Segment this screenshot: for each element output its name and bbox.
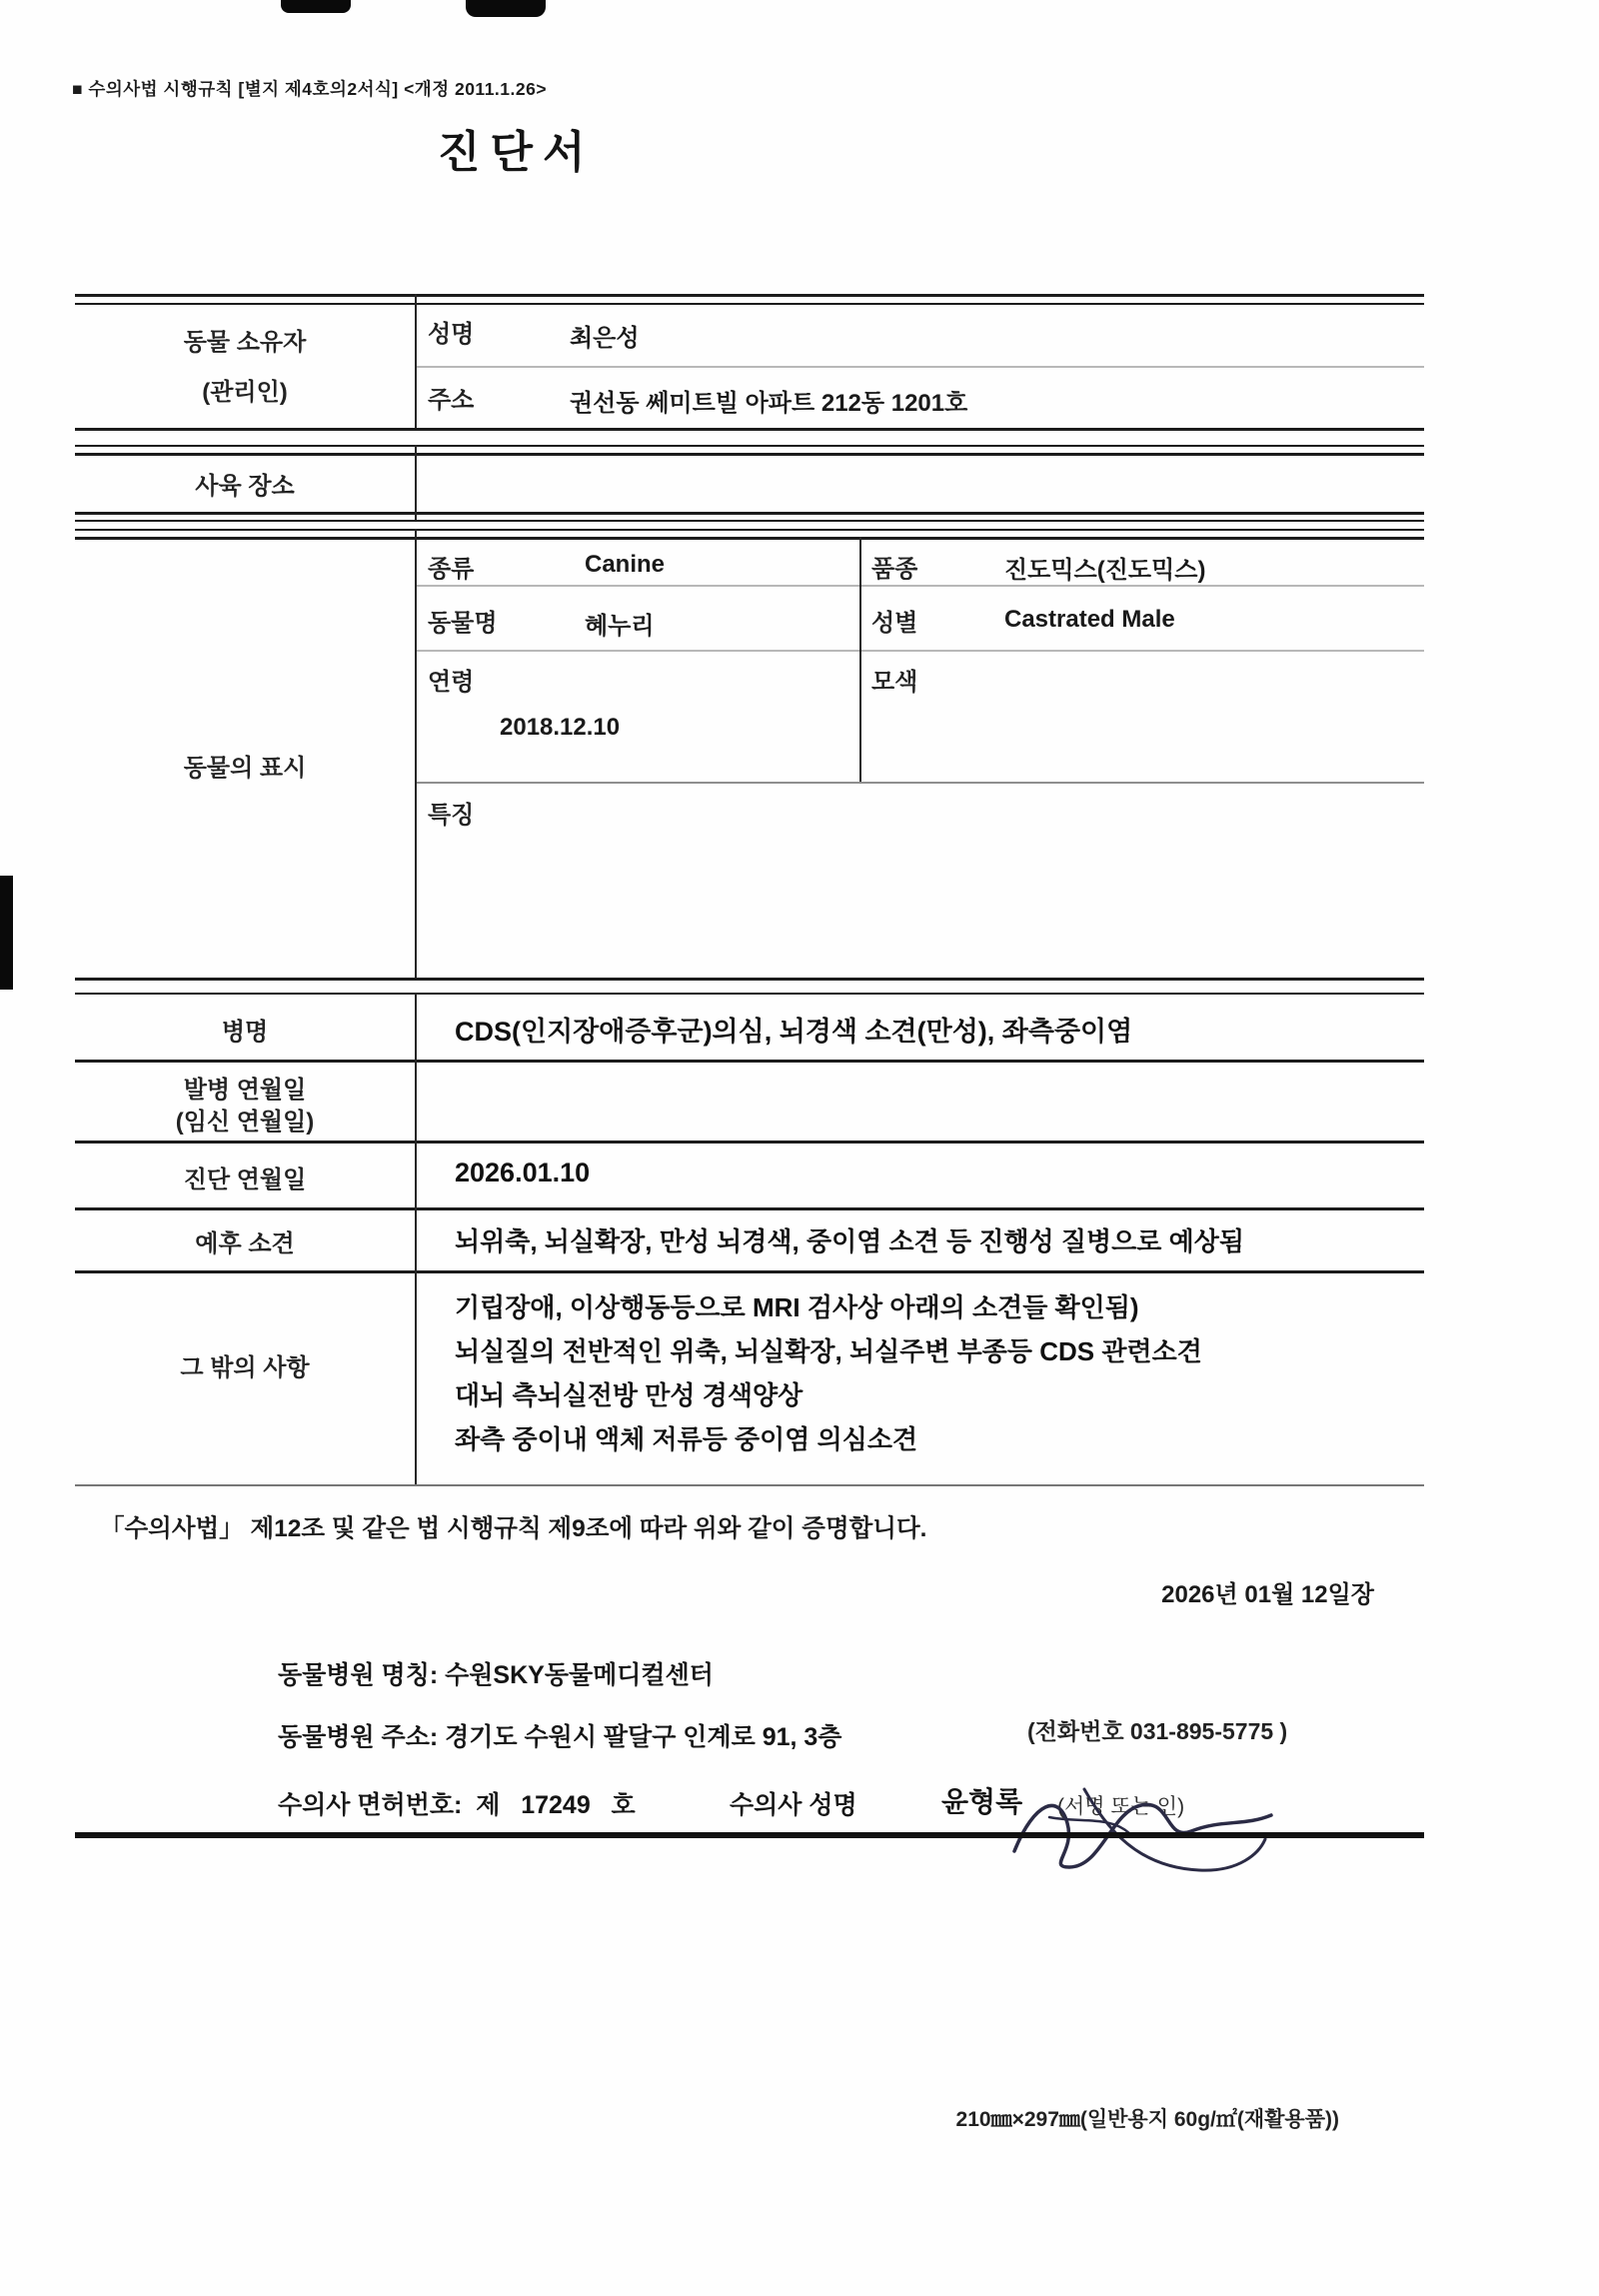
animal-name-label: 동물명	[428, 610, 498, 637]
hospital-name-line: 동물병원 명칭: 수원SKY동물메디컬센터	[278, 1661, 714, 1689]
scan-artifact-top-2	[466, 0, 546, 17]
page-title: 진단서	[438, 128, 596, 177]
table-line	[415, 585, 1424, 587]
table-line	[75, 445, 1424, 447]
hospital-address-line: 동물병원 주소: 경기도 수원시 팔달구 인계로 91, 3층	[278, 1723, 842, 1751]
other-matters-line: 기립장애, 이상행동등으로 MRI 검사상 아래의 소견들 확인됨)	[455, 1292, 1139, 1322]
table-divider	[415, 294, 417, 428]
table-line	[75, 537, 1424, 540]
disease-name-label: 병명	[221, 1019, 269, 1046]
vet-name-value: 윤형록	[941, 1786, 1023, 1817]
owner-section-label-line1: 동물 소유자	[183, 329, 307, 356]
table-line	[75, 978, 1424, 981]
table-line	[415, 782, 1424, 784]
table-line	[75, 1141, 1424, 1144]
hospital-phone: (전화번호 031-895-5775 )	[1027, 1718, 1288, 1744]
prognosis-value: 뇌위축, 뇌실확장, 만성 뇌경색, 중이염 소견 등 진행성 질병으로 예상됨	[455, 1226, 1244, 1256]
diagnosis-date-label: 진단 연월일	[183, 1166, 307, 1193]
animal-age-value: 2018.12.10	[500, 714, 621, 741]
table-line	[75, 1270, 1424, 1273]
scan-artifact-top-1	[281, 0, 351, 13]
onset-date-label-line1: 발병 연월일	[183, 1077, 307, 1104]
owner-name-label: 성명	[428, 321, 475, 348]
table-line	[75, 294, 1424, 297]
owner-address-value: 권선동 쎄미트빌 아파트 212동 1201호	[570, 390, 968, 417]
disease-name-value: CDS(인지장애증후군)의심, 뇌경색 소견(만성), 좌측중이염	[455, 1017, 1133, 1047]
animal-section-label: 동물의 표시	[183, 755, 307, 782]
vet-license-line: 수의사 면허번호: 제 17249 호	[278, 1791, 636, 1819]
table-divider	[415, 445, 417, 520]
table-divider	[859, 537, 861, 782]
diagnosis-date-value: 2026.01.10	[455, 1157, 591, 1187]
scan-artifact-left-bar	[0, 876, 13, 990]
certification-date: 2026년 01월 12일장	[1161, 1581, 1374, 1608]
table-line	[415, 650, 1424, 652]
onset-date-label-line2: (임신 연월일)	[175, 1109, 315, 1136]
table-line	[75, 303, 1424, 305]
table-line	[75, 1484, 1424, 1486]
animal-features-label: 특징	[428, 802, 475, 829]
table-line	[75, 1060, 1424, 1063]
other-matters-line: 좌측 중이내 액체 저류등 중이염 의심소견	[455, 1424, 918, 1454]
table-line	[75, 529, 1424, 531]
animal-coat-label: 모색	[871, 669, 918, 696]
table-divider	[415, 993, 417, 1484]
animal-sex-label: 성별	[871, 610, 918, 637]
animal-breed-label: 품종	[871, 556, 918, 583]
animal-name-value: 혜누리	[585, 613, 655, 640]
signature-rule	[75, 1832, 1424, 1838]
breeding-place-label: 사육 장소	[195, 473, 295, 500]
animal-sex-value: Castrated Male	[1004, 606, 1175, 633]
owner-name-value: 최은성	[570, 325, 640, 352]
animal-age-label: 연령	[428, 669, 475, 696]
animal-breed-value: 진도믹스(진도믹스)	[1004, 557, 1206, 584]
table-line	[75, 428, 1424, 431]
prognosis-label: 예후 소견	[195, 1230, 295, 1257]
table-line	[75, 993, 1424, 995]
table-line	[75, 512, 1424, 515]
vet-name-label: 수의사 성명	[730, 1791, 857, 1819]
signature-note: (서명 또는 인)	[1057, 1795, 1185, 1818]
table-line	[415, 366, 1424, 368]
certification-statement: 「수의사법」 제12조 및 같은 법 시행규칙 제9조에 따라 위와 같이 증명합니다.	[100, 1515, 927, 1542]
owner-section-label-line2: (관리인)	[202, 379, 288, 406]
table-line	[75, 453, 1424, 456]
animal-species-value: Canine	[585, 551, 666, 578]
animal-species-label: 종류	[428, 556, 475, 583]
table-line	[75, 1207, 1424, 1210]
form-reference: ■ 수의사법 시행규칙 [별지 제4호의2서식] <개정 2011.1.26>	[72, 79, 548, 99]
table-line	[75, 520, 1424, 522]
table-divider	[415, 529, 417, 978]
other-matters-line: 대뇌 측뇌실전방 만성 경색양상	[455, 1380, 803, 1410]
owner-address-label: 주소	[428, 387, 475, 414]
vet-signature	[989, 1771, 1289, 1886]
paper-size-note: 210㎜×297㎜(일반용지 60g/㎡(재활용품))	[955, 2108, 1339, 2131]
other-matters-label: 그 밖의 사항	[180, 1354, 310, 1381]
other-matters-line: 뇌실질의 전반적인 위축, 뇌실확장, 뇌실주변 부종등 CDS 관련소견	[455, 1336, 1202, 1366]
